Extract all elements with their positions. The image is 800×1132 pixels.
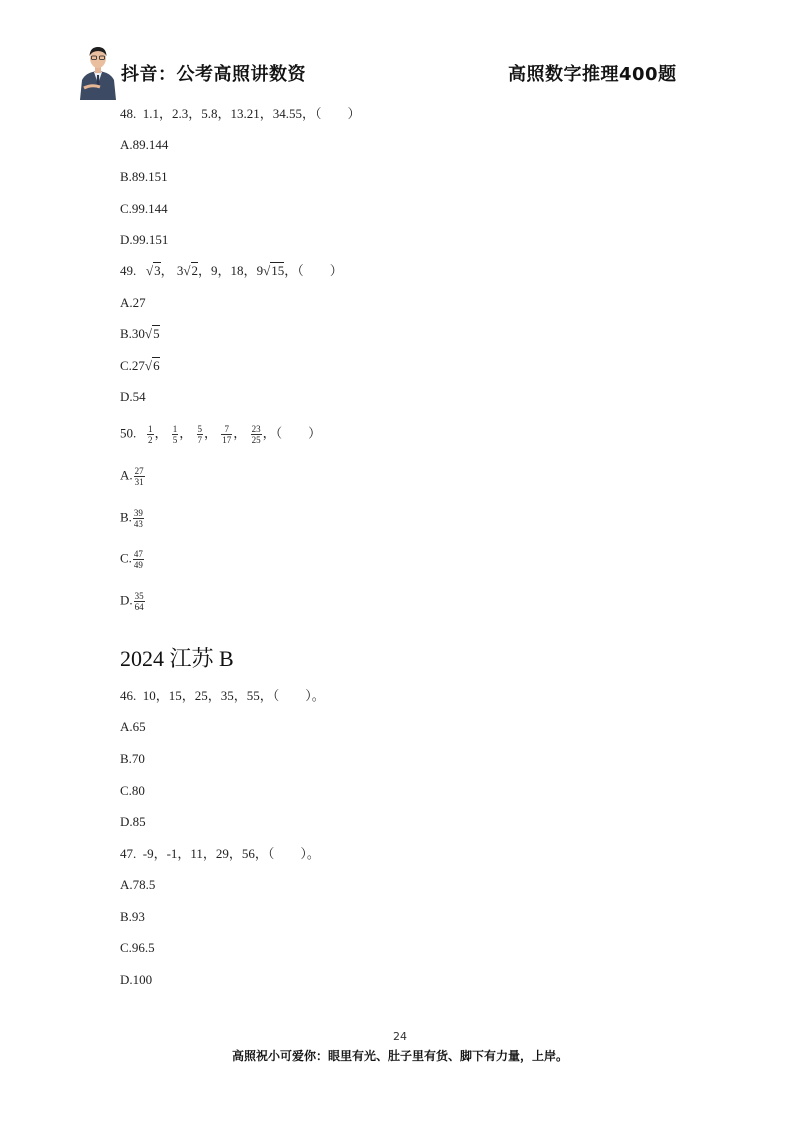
radicand: 2 bbox=[191, 263, 199, 278]
numerator: 27 bbox=[134, 466, 144, 476]
numerator: 39 bbox=[133, 508, 143, 518]
fraction bbox=[133, 549, 144, 570]
option-label: C. bbox=[120, 550, 132, 566]
q47-option-b: B.93 bbox=[120, 909, 145, 924]
option-label: A. bbox=[120, 467, 133, 483]
avatar bbox=[78, 42, 118, 100]
person-photo-icon bbox=[78, 42, 118, 100]
question-number: 50. bbox=[120, 425, 137, 441]
q48-option-a: A.89.144 bbox=[120, 137, 169, 152]
sequence-tail: ，（ ） bbox=[284, 263, 343, 278]
coefficient: 3 bbox=[176, 263, 184, 278]
denominator: 64 bbox=[134, 602, 144, 612]
q49-option-b bbox=[120, 326, 160, 342]
radicand: 15 bbox=[271, 263, 285, 278]
q50-option-a bbox=[120, 466, 146, 487]
question-sequence: -9，-1，11，29，56，（ ）。 bbox=[142, 846, 320, 861]
numerator: 47 bbox=[133, 549, 143, 559]
denominator: 43 bbox=[133, 519, 143, 529]
denominator: 17 bbox=[222, 435, 232, 445]
q50-option-d bbox=[120, 591, 146, 612]
numerator: 1 bbox=[148, 424, 153, 434]
question-49: 49. √3， 3√2，9，18，9√15，（ ） bbox=[120, 263, 343, 278]
sequence-middle: ，9，18， bbox=[198, 263, 257, 278]
coefficient: 9 bbox=[256, 263, 264, 278]
option-prefix: C.27 bbox=[120, 358, 145, 373]
numerator: 23 bbox=[251, 424, 261, 434]
question-number: 48. bbox=[120, 106, 137, 121]
denominator: 49 bbox=[133, 560, 143, 570]
q50-option-c bbox=[120, 549, 145, 570]
sqrt-value: √6 bbox=[144, 358, 160, 373]
question-sequence: 1.1，2.3，5.8，13.21，34.55，（ ） bbox=[142, 106, 361, 121]
q46-option-a: A.65 bbox=[120, 719, 146, 734]
fraction bbox=[172, 424, 179, 445]
numerator: 1 bbox=[172, 424, 178, 434]
question-48 bbox=[120, 106, 361, 122]
question-46 bbox=[120, 688, 325, 704]
radicand: 6 bbox=[153, 358, 160, 373]
q50-option-b bbox=[120, 508, 145, 529]
sqrt-term-5: √15 bbox=[263, 263, 285, 278]
sqrt-term-1: √3 bbox=[146, 263, 161, 278]
fraction bbox=[133, 508, 144, 529]
numerator: 5 bbox=[197, 424, 203, 434]
q48-option-c: C.99.144 bbox=[120, 201, 168, 216]
fraction bbox=[134, 466, 145, 487]
page-header bbox=[0, 0, 800, 105]
question-sequence: 10，15，25，35，55，（ ）。 bbox=[142, 688, 325, 703]
denominator: 7 bbox=[197, 435, 203, 445]
denominator: 5 bbox=[172, 435, 178, 445]
fraction bbox=[134, 591, 145, 612]
question-number: 46. bbox=[120, 688, 137, 703]
question-50: 50. $\frac{1}{2}$ ， $\frac{1}{5}$ ， $\frac{5}{7}$ ， $\frac{7}{17}$ ， $\frac{23}{25}$ ，（ ） bbox=[120, 424, 322, 445]
question-number: 49. bbox=[120, 263, 137, 278]
option-prefix: B.30 bbox=[120, 326, 145, 341]
option-label: D. bbox=[120, 592, 133, 608]
sqrt-value: √5 bbox=[144, 326, 160, 341]
q48-option-b: B.89.151 bbox=[120, 169, 168, 184]
q47-option-d: D.100 bbox=[120, 972, 153, 987]
q46-option-c: C.80 bbox=[120, 783, 145, 798]
denominator: 25 bbox=[251, 435, 261, 445]
q46-option-b: B.70 bbox=[120, 751, 145, 766]
q48-option-d: D.99.151 bbox=[120, 232, 169, 247]
q49-option-d: D.54 bbox=[120, 389, 146, 404]
page-footer: 高照祝小可爱你：眼里有光、肚子里有货、脚下有力量，上岸。 bbox=[231, 1049, 568, 1063]
header-left-title: 抖音：公考高照讲数资 bbox=[121, 64, 306, 85]
fraction bbox=[147, 424, 154, 445]
q46-option-d: D.85 bbox=[120, 814, 146, 829]
numerator: 35 bbox=[134, 591, 144, 601]
question-number: 47. bbox=[120, 846, 137, 861]
denominator: 31 bbox=[134, 477, 144, 487]
q47-option-a: A.78.5 bbox=[120, 877, 156, 892]
fraction bbox=[221, 424, 232, 445]
option-label: B. bbox=[120, 509, 132, 525]
radicand: 3 bbox=[154, 263, 161, 278]
page-number: 24 bbox=[393, 1030, 407, 1043]
sequence-tail: （ ） bbox=[275, 425, 322, 441]
q49-option-a: A.27 bbox=[120, 295, 146, 310]
fraction bbox=[251, 424, 262, 445]
q49-option-c bbox=[120, 358, 160, 374]
section-heading: 2024 江苏 B bbox=[120, 646, 234, 671]
sqrt-term-2: √2 bbox=[183, 263, 199, 278]
fraction bbox=[197, 424, 204, 445]
radicand: 5 bbox=[153, 326, 160, 341]
question-47 bbox=[120, 846, 320, 862]
denominator: 2 bbox=[148, 435, 153, 445]
numerator: 7 bbox=[221, 424, 232, 435]
header-right-title: 高照数字推理400题 bbox=[508, 64, 677, 85]
q47-option-c: C.96.5 bbox=[120, 940, 155, 955]
